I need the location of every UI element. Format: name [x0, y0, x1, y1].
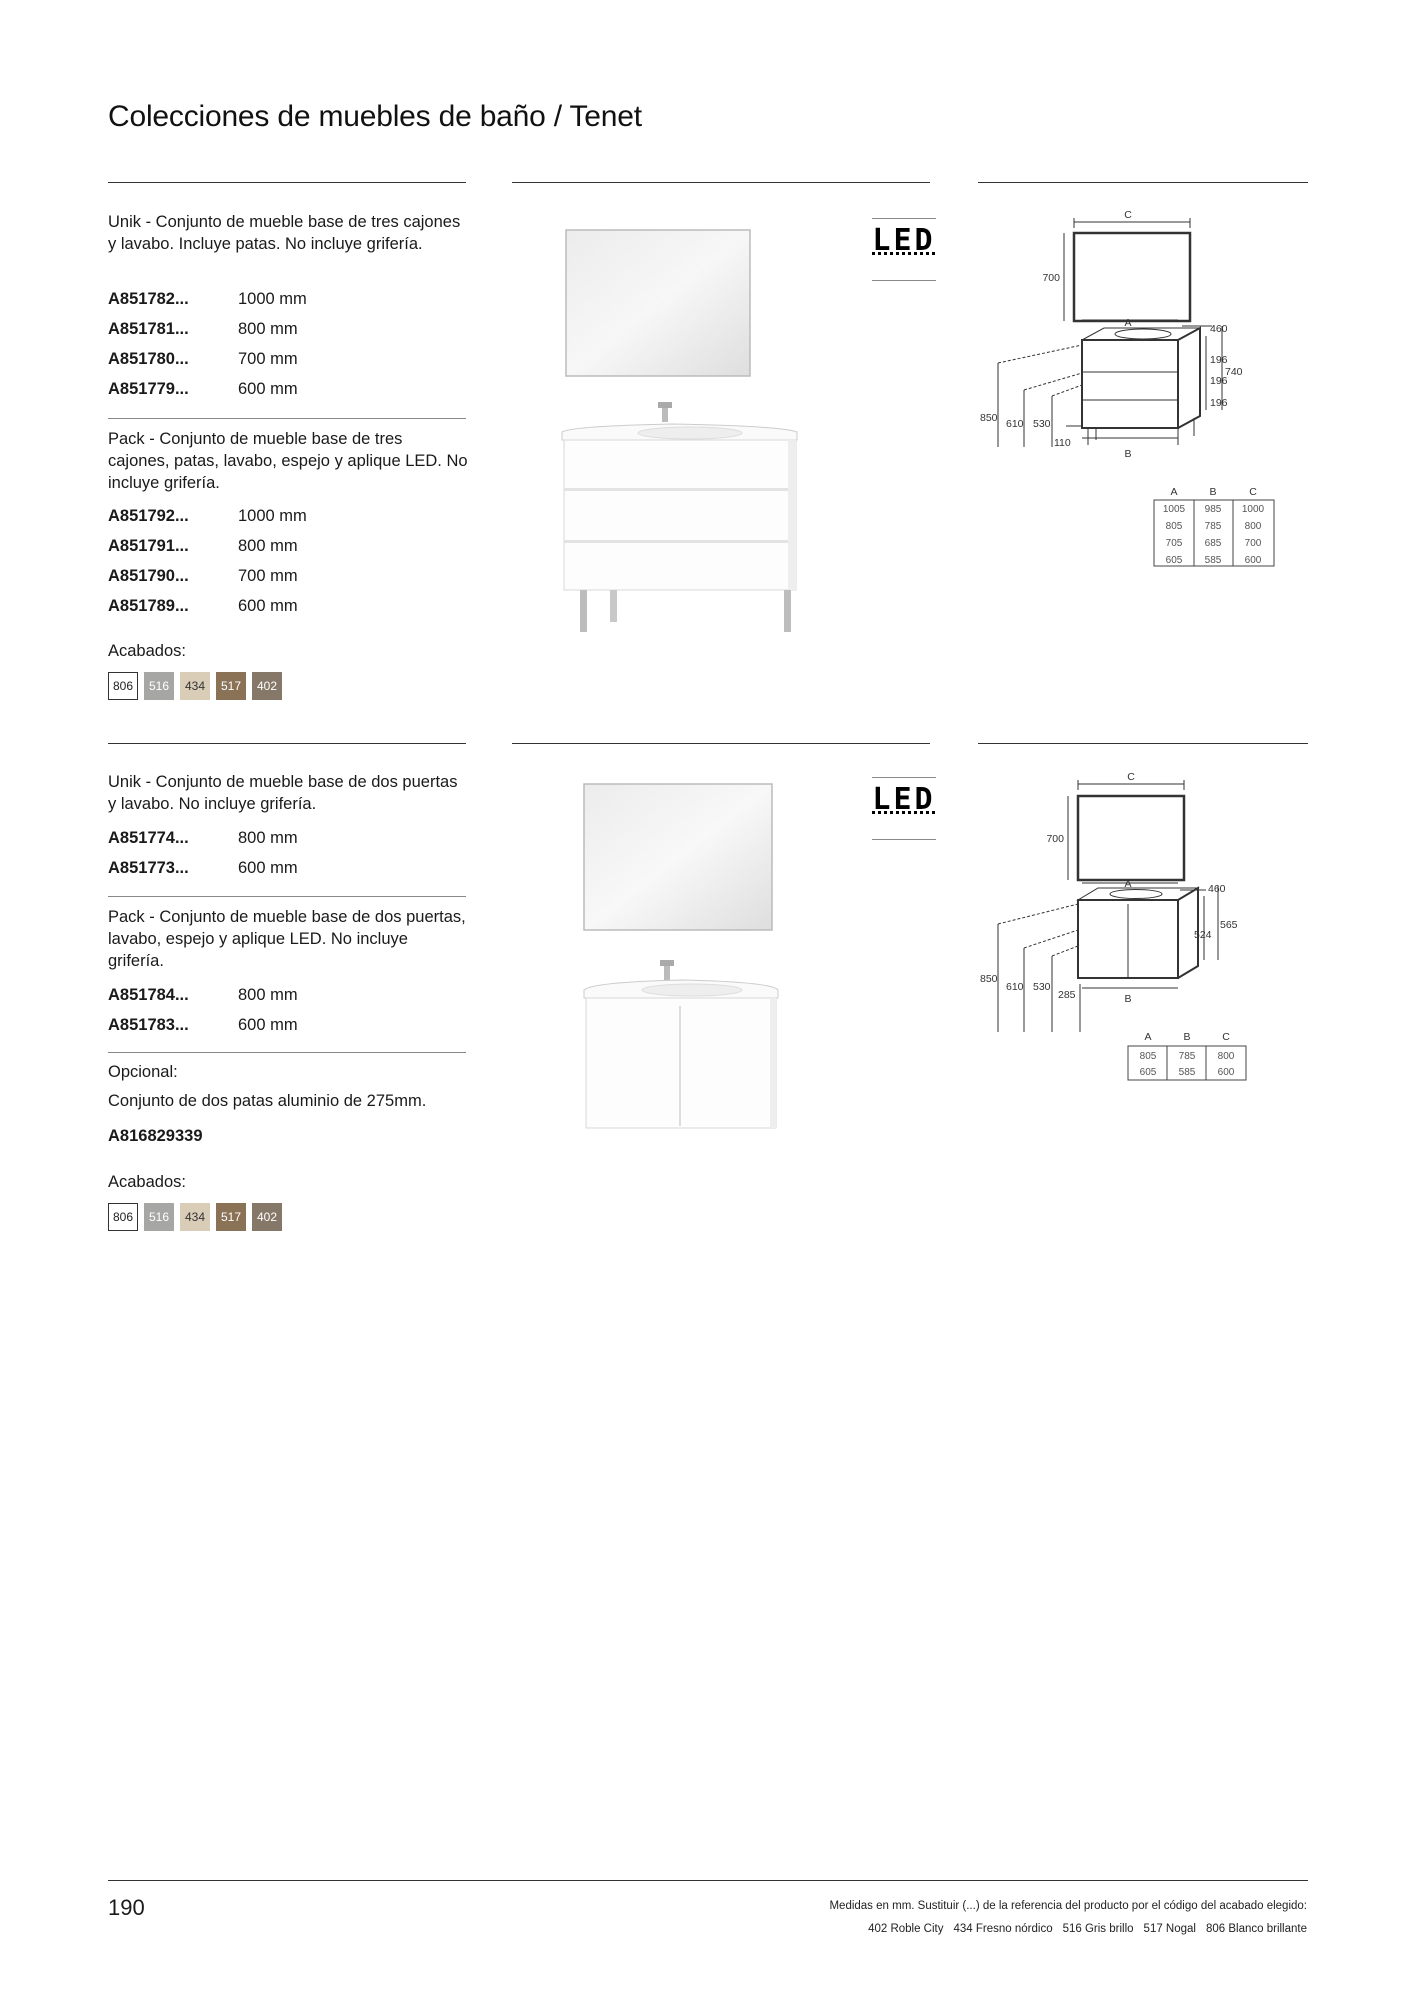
svg-text:196: 196: [1210, 397, 1228, 409]
section2-pack-description: Pack - Conjunto de mueble base de dos puertas, lavabo, espejo y aplique LED. No incluye grifería.: [108, 908, 466, 970]
section2-product-image: [512, 770, 852, 1140]
legend-item: 517 Nogal: [1143, 1923, 1196, 1935]
section2-technical-drawing: [978, 770, 1308, 1090]
section2-divider-optional: [108, 1052, 466, 1053]
ref-code: A851791...: [108, 537, 189, 555]
svg-text:605: 605: [1165, 555, 1183, 566]
optional-description: Conjunto de dos patas aluminio de 275mm.: [108, 1092, 427, 1110]
section1-technical-drawing: [978, 200, 1308, 580]
dimension-table: [1128, 1031, 1246, 1080]
svg-text:A: A: [1124, 317, 1132, 329]
footer-rule: [108, 1880, 1308, 1881]
svg-text:1005: 1005: [1162, 504, 1186, 515]
ref-row: [108, 505, 307, 527]
svg-text:196: 196: [1210, 354, 1228, 366]
optional-label: Opcional:: [108, 1063, 178, 1081]
dimension-table: [1154, 486, 1274, 566]
svg-text:530: 530: [1033, 981, 1051, 993]
finish-swatch-806: 806: [108, 672, 138, 700]
svg-text:800: 800: [1244, 521, 1262, 532]
svg-text:800: 800: [1217, 1051, 1235, 1062]
svg-text:196: 196: [1210, 375, 1228, 387]
ref-row: [108, 535, 298, 557]
svg-text:524: 524: [1194, 929, 1212, 941]
ref-code: A851790...: [108, 567, 189, 585]
svg-text:C: C: [1127, 771, 1135, 783]
svg-text:700: 700: [1244, 538, 1262, 549]
svg-text:610: 610: [1006, 981, 1024, 993]
finish-legend: [868, 1923, 1307, 1935]
ref-code: A851783...: [108, 1016, 189, 1034]
svg-text:B: B: [1124, 993, 1132, 1005]
section1-pack-description: Pack - Conjunto de mueble base de tres cajones, patas, lavabo, espejo y aplique LED. No incluye grifería.: [108, 430, 468, 492]
svg-text:850: 850: [980, 412, 998, 424]
svg-text:1000: 1000: [1241, 504, 1265, 515]
section1-unik-description: Unik - Conjunto de mueble base de tres cajones y lavabo. Incluye patas. No incluye grifería.: [108, 213, 461, 253]
finish-swatch-517: 517: [216, 672, 246, 700]
ref-code: A851792...: [108, 507, 189, 525]
section1-divider: [108, 418, 466, 419]
svg-text:705: 705: [1165, 538, 1183, 549]
section1-product-image: [512, 190, 852, 650]
ref-size: 800 mm: [238, 986, 298, 1004]
svg-text:700: 700: [1042, 272, 1060, 284]
svg-text:460: 460: [1210, 323, 1228, 335]
ref-row: [108, 857, 298, 879]
svg-text:785: 785: [1204, 521, 1222, 532]
svg-text:610: 610: [1006, 418, 1024, 430]
ref-code: A851781...: [108, 320, 189, 338]
ref-size: 600 mm: [238, 859, 298, 877]
finish-swatch-402: 402: [252, 672, 282, 700]
svg-text:B: B: [1124, 448, 1132, 460]
page-number: 190: [108, 1895, 145, 1920]
ref-row: [108, 565, 298, 587]
ref-size: 800 mm: [238, 829, 298, 847]
ref-code: A851789...: [108, 597, 189, 615]
ref-size: 800 mm: [238, 320, 298, 338]
ref-size: 600 mm: [238, 1016, 298, 1034]
ref-row: [108, 288, 307, 310]
finish-swatch-517: 517: [216, 1203, 246, 1231]
ref-size: 700 mm: [238, 350, 298, 368]
svg-text:785: 785: [1178, 1051, 1196, 1062]
section1-finish-swatches: [108, 672, 282, 700]
led-label: LED: [872, 223, 936, 258]
ref-row: [108, 348, 298, 370]
svg-text:850: 850: [980, 973, 998, 985]
ref-row: [108, 595, 298, 617]
footer-note: Medidas en mm. Sustituir (...) de la referencia del producto por el código del acabado elegido:: [829, 1900, 1307, 1912]
svg-text:805: 805: [1139, 1051, 1157, 1062]
svg-text:B: B: [1209, 486, 1217, 498]
finish-swatch-434: 434: [180, 672, 210, 700]
ref-code: A851779...: [108, 380, 189, 398]
svg-text:700: 700: [1046, 833, 1064, 845]
section2-led-badge: [872, 777, 936, 823]
section2-finishes-label: Acabados:: [108, 1173, 186, 1191]
svg-text:460: 460: [1208, 883, 1226, 895]
page-title: Colecciones de muebles de baño / Tenet: [108, 100, 642, 133]
optional-code: A816829339: [108, 1127, 203, 1145]
ref-row: [108, 827, 298, 849]
finish-swatch-516: 516: [144, 1203, 174, 1231]
section2-rule-left: [108, 743, 466, 744]
section1-rule-left: [108, 182, 466, 183]
svg-text:585: 585: [1178, 1067, 1196, 1078]
svg-text:805: 805: [1165, 521, 1183, 532]
section1-led-badge: [872, 218, 936, 264]
svg-text:A: A: [1124, 878, 1132, 890]
ref-size: 800 mm: [238, 537, 298, 555]
ref-row: [108, 1014, 298, 1036]
svg-text:C: C: [1124, 209, 1132, 221]
led-label: LED: [872, 782, 936, 817]
svg-text:B: B: [1183, 1031, 1191, 1043]
svg-text:A: A: [1170, 486, 1178, 498]
finish-swatch-434: 434: [180, 1203, 210, 1231]
section2-unik-description: Unik - Conjunto de mueble base de dos puertas y lavabo. No incluye grifería.: [108, 773, 458, 813]
ref-code: A851774...: [108, 829, 189, 847]
legend-item: 402 Roble City: [868, 1923, 944, 1935]
svg-text:C: C: [1249, 486, 1257, 498]
ref-code: A851784...: [108, 986, 189, 1004]
ref-row: [108, 984, 298, 1006]
svg-text:C: C: [1222, 1031, 1230, 1043]
section2-divider: [108, 896, 466, 897]
svg-text:740: 740: [1225, 366, 1243, 378]
ref-row: [108, 378, 298, 400]
legend-item: 806 Blanco brillante: [1205, 1923, 1307, 1935]
ref-row: [108, 318, 298, 340]
legend-item: 434 Fresno nórdico: [953, 1923, 1053, 1935]
finish-swatch-806: 806: [108, 1203, 138, 1231]
ref-size: 600 mm: [238, 380, 298, 398]
svg-text:530: 530: [1033, 418, 1051, 430]
section1-rule-right: [978, 182, 1308, 183]
finish-swatch-402: 402: [252, 1203, 282, 1231]
ref-size: 600 mm: [238, 597, 298, 615]
section2-rule-right: [978, 743, 1308, 744]
svg-text:600: 600: [1217, 1067, 1235, 1078]
ref-size: 1000 mm: [238, 290, 307, 308]
section2-rule-middle: [512, 743, 930, 744]
section2-finish-swatches: [108, 1203, 282, 1231]
ref-size: 700 mm: [238, 567, 298, 585]
legend-item: 516 Gris brillo: [1062, 1923, 1134, 1935]
ref-size: 1000 mm: [238, 507, 307, 525]
ref-code: A851773...: [108, 859, 189, 877]
ref-code: A851780...: [108, 350, 189, 368]
section1-rule-middle: [512, 182, 930, 183]
section1-finishes-label: Acabados:: [108, 642, 186, 660]
ref-code: A851782...: [108, 290, 189, 308]
svg-text:565: 565: [1220, 919, 1238, 931]
finish-swatch-516: 516: [144, 672, 174, 700]
svg-text:A: A: [1144, 1031, 1152, 1043]
svg-text:685: 685: [1204, 538, 1222, 549]
svg-text:585: 585: [1204, 555, 1222, 566]
svg-text:110: 110: [1054, 437, 1071, 449]
svg-text:985: 985: [1204, 504, 1222, 515]
svg-text:285: 285: [1058, 989, 1076, 1001]
svg-text:600: 600: [1244, 555, 1262, 566]
svg-text:605: 605: [1139, 1067, 1157, 1078]
